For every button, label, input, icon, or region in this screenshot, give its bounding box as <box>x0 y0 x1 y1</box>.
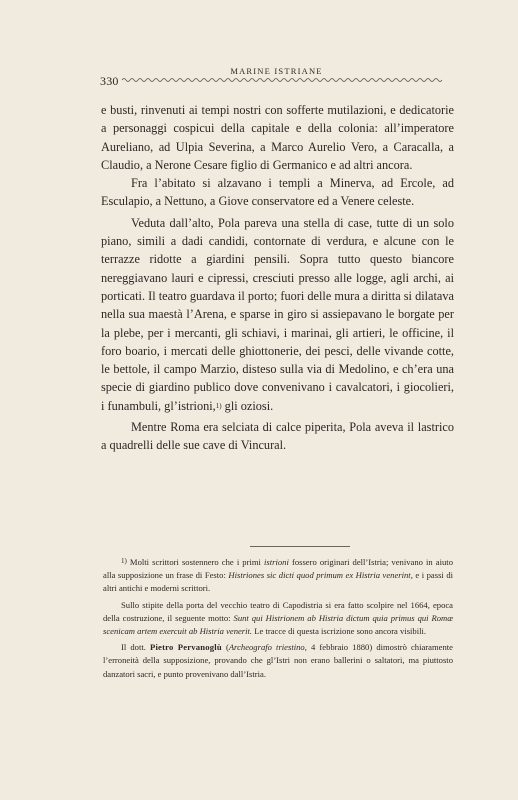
paragraph-2: Fra l’abitato si alzavano i templi a Minerva, ad Ercole, ad Esculapio, a Nettuno, a Giove conservatore ed a Venere celeste. <box>101 176 454 209</box>
paragraph-3-text: Veduta dall’alto, Pola pareva una stella di case, tutte di un solo piano, simili a dadi candidi, contornate di verdura, e alcune con le terrazze ridotte a giardini pensili. Sopra tutto questo biancore nereggiavano lauri e cipressi, cresciuti presso alle logge, agli archi, ai porticati. Il teatro guardava il porto; fuori delle mura a diritta si dilatava nella sua maestà l’Arena, e sparse in giro si assiepavano le borgate per la plebe, per i mercanti, gli schiavi, i marinai, gli artieri, le officine, il foro boario, i mercati delle ghiottonerie, dei pesci, delle vivande cotte, le bettole, il campo Marzio, disteso sulla via di Medolino, e ch’era una specie di giardino publico dove convenivano i cavalcatori, i giocolieri, i funambuli, gl’istrioni, <box>101 215 454 413</box>
footnote-1-text-c: e i passi di altri antichi e moderni scrittori. <box>103 570 454 594</box>
footnote-3-italic: Archeografo triestino, <box>228 642 307 653</box>
footnote-1 <box>103 555 453 596</box>
wavy-rule <box>100 77 453 83</box>
footnote-1-text-b: fossero originari dell’Istria; venivano in aiuto alla supposizione un frase di Festo: <box>103 557 453 581</box>
footnote-1-text-a: Molti scrittori sostennero che i primi <box>126 557 265 567</box>
paragraph-4: Mentre Roma era selciata di calce piperita, Pola aveva il lastrico a quadrelli delle sue cave di Vincural. <box>101 420 454 453</box>
paragraph-1: e busti, rinvenuti ai tempi nostri con sofferte mutilazioni, e dedicatorie a personaggi cospicui della capitale e della colonia: all’imperatore Aureliano, ad Ulpia Severina, a Marco Aurelio Vero, a Caracalla, a Claudio, a Nerone Cesare figlio di Germanico e ad altri ancora. <box>101 103 454 172</box>
running-title: MARINE ISTRIANE <box>230 66 323 76</box>
footnote-1-mark: 1) <box>121 557 127 565</box>
paragraph-3-end: gli oziosi. <box>221 398 274 413</box>
footnote-2-text-a: Sullo stipite della porta del vecchio teatro di Capodistria si era fatto scolpire nel 1664, epoca della costruzione, il seguente motto: <box>103 599 453 623</box>
footnote-3 <box>103 641 453 681</box>
footnote-2-italic: Sunt qui Histrionem ab Histria dictum quia primus qui Romæ scenicam artem exercuit ab Histria venerit. <box>103 612 453 637</box>
page-number: 330 <box>100 74 119 88</box>
footnote-1-italic-2: Histriones sic dicti quod primum ex Histria venerint, <box>228 570 413 581</box>
body-text <box>101 101 454 455</box>
paragraph-3 <box>101 214 454 415</box>
footnote-separator <box>250 546 350 547</box>
footnote-2 <box>103 599 453 639</box>
footnote-ref: 1) <box>215 401 222 410</box>
footnotes <box>103 555 453 681</box>
footnote-3-author: Pietro Pervanoglù <box>150 642 222 653</box>
footnote-2-text-b: Le tracce di questa iscrizione sono ancora visibili. <box>252 626 427 637</box>
page-header <box>100 66 453 86</box>
footnote-3-text-a: Il dott. <box>121 642 151 653</box>
footnote-3-text-b: ( <box>221 642 229 653</box>
footnote-3-text-c: 4 febbraio 1880) dimostrò chiaramente l’erroneità della supposizione, provando che gl’Istri non erano ballerini o saltatori, ma piuttosto danzatori sacri, e punto provenivano dall’Istria. <box>103 642 453 679</box>
footnote-1-italic-1: istrioni <box>264 557 289 567</box>
